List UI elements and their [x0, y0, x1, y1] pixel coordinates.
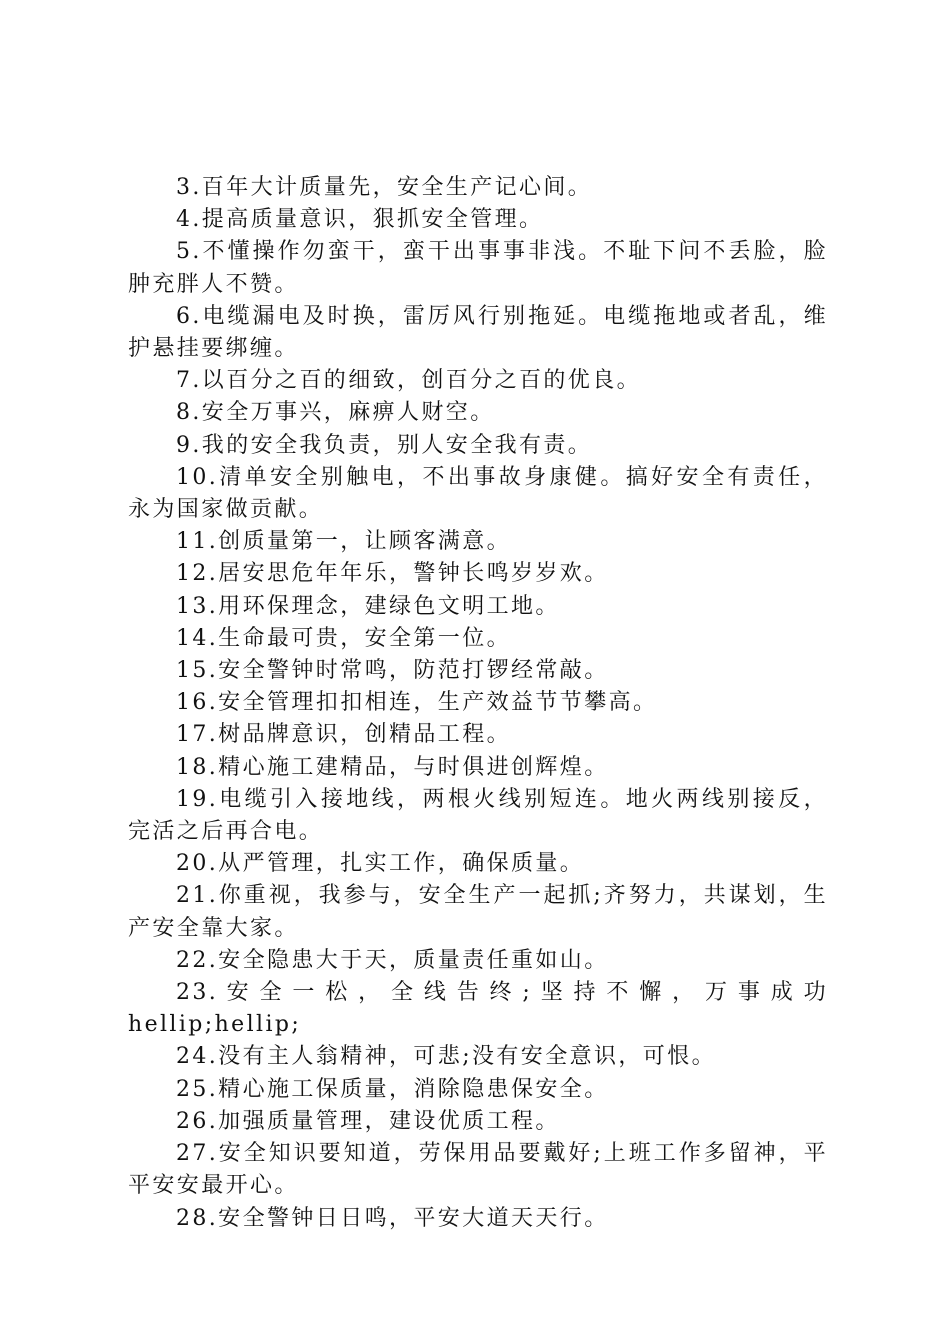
slogan-item: 23.安全一松，全线告终;坚持不懈，万事成功hellip;hellip; [128, 980, 828, 1038]
slogan-item: 8.安全万事兴，麻痹人财空。 [176, 400, 495, 426]
slogan-item: 9.我的安全我负责，别人安全我有责。 [176, 432, 593, 458]
slogan-item: 22.安全隐患大于天，质量责任重如山。 [176, 947, 609, 973]
slogan-item: 17.树品牌意识，创精品工程。 [176, 722, 511, 748]
slogan-item: 26.加强质量管理，建设优质工程。 [176, 1108, 560, 1134]
slogan-item: 6.电缆漏电及时换，雷厉风行别拖延。电缆拖地或者乱，维护悬挂要绑缠。 [128, 303, 828, 362]
slogan-item: 7.以百分之百的细致，创百分之百的优良。 [176, 368, 641, 394]
slogan-item: 25.精心施工保质量，消除隐患保安全。 [176, 1076, 609, 1102]
slogan-list [128, 172, 828, 1235]
slogan-item: 11.创质量第一，让顾客满意。 [176, 529, 511, 555]
slogan-item: 21.你重视，我参与，安全生产一起抓;齐努力，共谋划，生产安全靠大家。 [128, 883, 828, 941]
slogan-item: 16.安全管理扣扣相连，生产效益节节攀高。 [176, 690, 658, 716]
slogan-item: 24.没有主人翁精神，可悲;没有安全意识，可恨。 [176, 1044, 717, 1070]
slogan-item: 13.用环保理念，建绿色文明工地。 [176, 593, 560, 619]
slogan-item: 14.生命最可贵，安全第一位。 [176, 625, 511, 651]
slogan-item: 10.清单安全别触电，不出事故身康健。搞好安全有责任，永为国家做贡献。 [128, 464, 828, 523]
slogan-item: 28.安全警钟日日鸣，平安大道天天行。 [176, 1205, 609, 1231]
slogan-item: 27.安全知识要知道，劳保用品要戴好;上班工作多留神，平平安安最开心。 [128, 1141, 828, 1199]
slogan-item: 19.电缆引入接地线，两根火线别短连。地火两线别接反，完活之后再合电。 [128, 786, 828, 845]
slogan-item: 20.从严管理，扎实工作，确保质量。 [176, 851, 585, 877]
slogan-item: 5.不懂操作勿蛮干，蛮干出事事非浅。不耻下问不丢脸，脸肿充胖人不赞。 [128, 239, 828, 297]
slogan-item: 12.居安思危年年乐，警钟长鸣岁岁欢。 [176, 561, 609, 587]
slogan-item: 18.精心施工建精品，与时俱进创辉煌。 [176, 754, 609, 780]
slogan-item: 3.百年大计质量先，安全生产记心间。 [176, 175, 593, 200]
slogan-item: 15.安全警钟时常鸣，防范打锣经常敲。 [176, 658, 609, 684]
slogan-item: 4.提高质量意识，狠抓安全管理。 [176, 207, 544, 233]
